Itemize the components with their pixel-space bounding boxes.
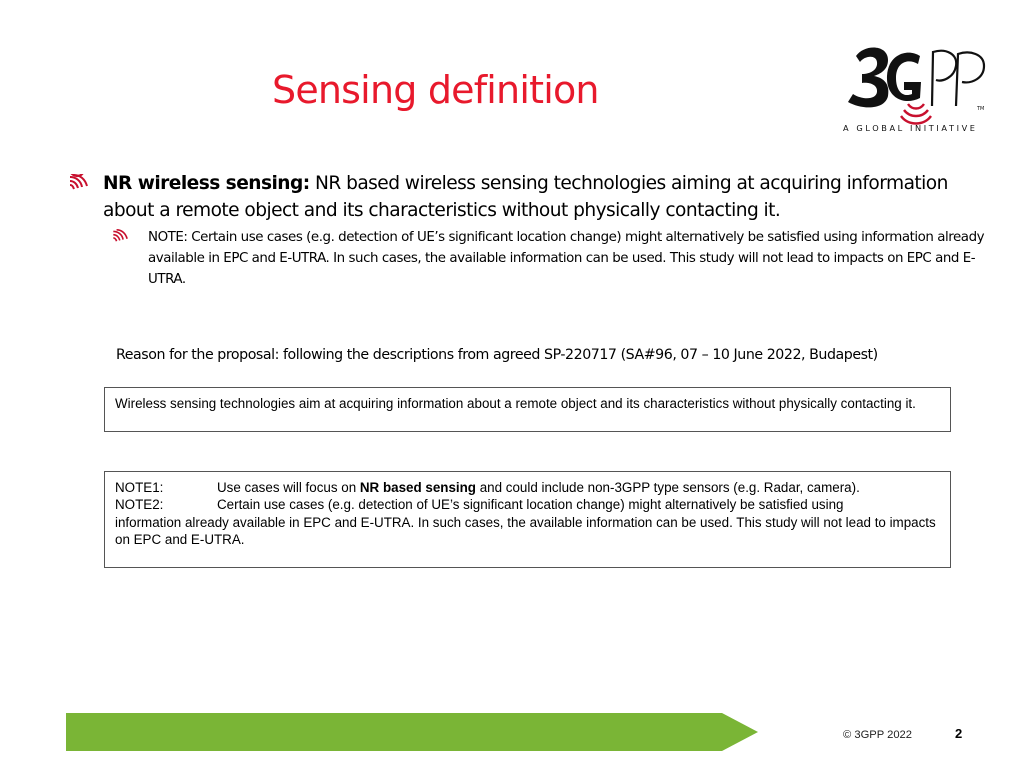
slide-title: Sensing definition (272, 68, 599, 112)
bullet-term: NR wireless sensing: (103, 173, 310, 194)
bullet-nr-wireless-sensing (103, 170, 983, 224)
footer-arrow-bar (66, 713, 758, 751)
page-number: 2 (955, 726, 963, 741)
note1-text-end: and could include non-3GPP type sensors (e.g. Radar, camera). (475, 480, 860, 495)
definition-quote-box (104, 387, 951, 432)
signal-wave-icon (66, 174, 88, 190)
trademark-mark: TM (977, 106, 985, 112)
notes-quote-box (104, 471, 951, 568)
reason-text: Reason for the proposal: following the descriptions from agreed SP-220717 (SA#96, 07 – 10 June 2022, Budapest) (116, 347, 878, 363)
definition-quote-text: Wireless sensing technologies aim at acquiring information about a remote object and its characteristics without physically contacting it. (115, 396, 916, 411)
note1-row (115, 479, 940, 496)
note2-row (115, 496, 940, 513)
note2-text-continuation: information already available in EPC and E-UTRA. In such cases, the available information can be used. This study will not lead to impacts on EPC and E-UTRA. (115, 514, 936, 548)
note1-text-start: Use cases will focus on (217, 480, 360, 495)
bullet-definition: NR based wireless sensing technologies aiming at acquiring information about a remote object and its characteristics without physically contacting it. (103, 173, 948, 221)
note1-emphasis: NR based sensing (359, 480, 476, 495)
bullet-note: NOTE: Certain use cases (e.g. detection of UE’s significant location change) might alternatively be satisfied using information already available in EPC and E-UTRA. In such cases, the available information can be used. This study will not lead to impacts on EPC and E-UTRA. (148, 230, 985, 287)
logo-tagline: A GLOBAL INITIATIVE (843, 123, 978, 133)
note2-label: NOTE2: (115, 497, 164, 513)
note2-text-first-line: Certain use cases (e.g. detection of UE’s significant location change) might alternatively be satisfied using (217, 497, 844, 513)
note1-text (217, 479, 860, 496)
signal-wave-icon (110, 229, 128, 242)
note1-label: NOTE1: (115, 480, 164, 495)
copyright-notice: © 3GPP 2022 (843, 729, 912, 741)
